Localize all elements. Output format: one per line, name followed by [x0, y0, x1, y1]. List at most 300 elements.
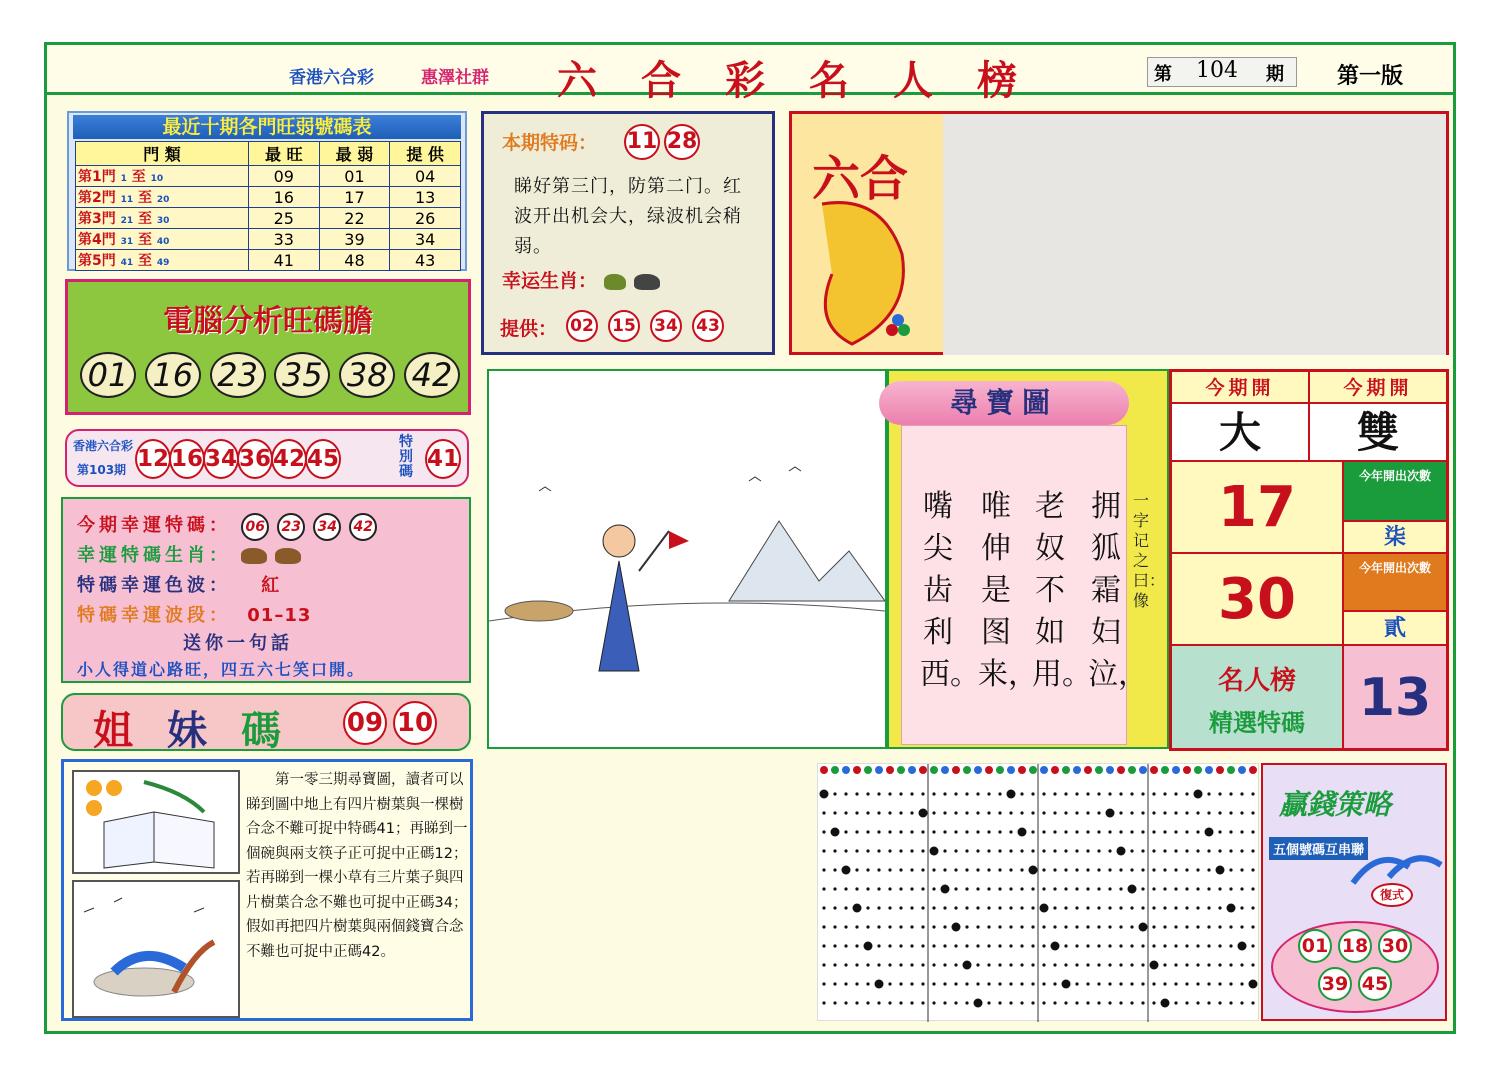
grid-dot: [1009, 982, 1012, 985]
grid-dot: [1229, 868, 1232, 871]
grid-dot: [855, 944, 858, 947]
grid-dot: [921, 849, 924, 852]
grid-dot: [1161, 999, 1170, 1008]
grid-dot: [1185, 906, 1188, 909]
grid-dot: [987, 1001, 990, 1004]
hot-cell: 09: [248, 166, 319, 187]
grid-dot: [1020, 963, 1023, 966]
page-title: 六合彩名人榜: [557, 57, 1061, 104]
grid-dot: [987, 849, 990, 852]
poem-side-note: 一字记之曰：像: [1133, 491, 1166, 610]
offer-cell: 13: [390, 187, 461, 208]
saying-title: 送你一句話: [183, 633, 293, 654]
grid-dot: [1130, 868, 1133, 871]
header-dot: [1007, 766, 1015, 774]
grid-dot: [1251, 944, 1254, 947]
grid-dot: [1108, 906, 1111, 909]
table-row: [76, 187, 461, 208]
grid-dot: [1064, 925, 1067, 928]
grid-dot: [877, 944, 880, 947]
grid-dot: [1119, 944, 1122, 947]
grid-dot: [1251, 830, 1254, 833]
grid-dot: [1075, 963, 1078, 966]
grid-dot: [1174, 887, 1177, 890]
grid-dot: [1174, 792, 1177, 795]
table-row: [76, 166, 461, 187]
issue-prefix: 第: [1154, 64, 1172, 85]
grid-dot: [844, 887, 847, 890]
grid-dot: [1086, 849, 1089, 852]
number-ball: 36: [237, 439, 273, 479]
grid-dot: [1108, 944, 1111, 947]
hot-cell: 33: [248, 229, 319, 250]
header-this-period-1: 今期開: [1171, 371, 1309, 403]
grid-dot: [1007, 790, 1016, 799]
grid-dot: [1141, 868, 1144, 871]
grid-dot: [1185, 944, 1188, 947]
snake-icon: [604, 274, 626, 290]
grid-dot: [1042, 1001, 1045, 1004]
grid-dot: [1108, 792, 1111, 795]
range-from: 31: [120, 237, 134, 247]
grid-dot: [844, 982, 847, 985]
grid-dot: [1064, 792, 1067, 795]
issue-number: 104: [1196, 58, 1238, 83]
grid-dot: [833, 925, 836, 928]
grid-dot: [1240, 963, 1243, 966]
sister-char-2: 妹: [167, 707, 241, 754]
header-dot: [1018, 766, 1026, 774]
header-dot: [1040, 766, 1048, 774]
grid-dot: [1086, 944, 1089, 947]
grid-dot: [888, 792, 891, 795]
grid-dot: [1152, 887, 1155, 890]
story-text: 第一零三期尋寶圖，讀者可以睇到圖中地上有四片樹葉與一棵樹合念不難可捉中特碼41；再睇到一個碗與兩支筷子正可捉中正碼12；若再睇到一棵小草有三片葉子與四片樹葉合念不難也可捉中正碼34；假如再把四片樹葉與兩個錢寶合念不難也可捉中正碼42。: [246, 772, 468, 960]
grid-dot: [919, 809, 928, 818]
strategy-numbers: [1285, 929, 1425, 1001]
grid-dot: [877, 1001, 880, 1004]
grid-dot: [1207, 887, 1210, 890]
grid-dot: [932, 906, 935, 909]
header-dot: [908, 766, 916, 774]
grid-dot: [888, 868, 891, 871]
grid-dot: [1152, 982, 1155, 985]
grid-dot: [1106, 809, 1115, 818]
grid-dot: [1042, 830, 1045, 833]
grid-dot: [921, 906, 924, 909]
grid-dot: [1108, 963, 1111, 966]
grid-dot: [844, 830, 847, 833]
count-label-2: 今年開出次數: [1343, 553, 1447, 611]
grid-dot: [998, 925, 1001, 928]
grid-dot: [875, 980, 884, 989]
grid-dot: [1240, 849, 1243, 852]
header-dot: [1238, 766, 1246, 774]
grid-dot: [1020, 792, 1023, 795]
grid-dot: [1174, 811, 1177, 814]
range-to-word: 至: [138, 232, 153, 248]
grid-dot: [965, 925, 968, 928]
rat-icon: [634, 274, 660, 290]
grid-dot: [1119, 792, 1122, 795]
grid-dot: [965, 906, 968, 909]
grid-dot: [965, 982, 968, 985]
grid-dot: [1009, 849, 1012, 852]
grid-dot: [1031, 792, 1034, 795]
grid-dot: [1020, 925, 1023, 928]
table-row: [76, 250, 461, 271]
even-count-number: 30: [1171, 553, 1343, 645]
grid-dot: [987, 944, 990, 947]
grid-dot: [1086, 906, 1089, 909]
gate-label: 第3門: [78, 211, 116, 227]
grid-dot: [1075, 925, 1078, 928]
grid-dot: [833, 944, 836, 947]
grid-dot: [1031, 811, 1034, 814]
grid-dot: [1196, 963, 1199, 966]
grid-dot: [1207, 944, 1210, 947]
grid-dot: [1152, 868, 1155, 871]
grid-dot: [1240, 792, 1243, 795]
grid-dot: [899, 792, 902, 795]
grid-dot: [842, 866, 851, 875]
grid-dot: [1119, 887, 1122, 890]
grid-dot: [1152, 944, 1155, 947]
grid-dot: [899, 868, 902, 871]
grid-dot: [1053, 887, 1056, 890]
grid-dot: [1020, 887, 1023, 890]
grid-dot: [1064, 887, 1067, 890]
grid-dot: [921, 982, 924, 985]
grid-dot: [1064, 906, 1067, 909]
range-to: 40: [156, 237, 170, 247]
grid-dot: [899, 982, 902, 985]
grid-dot: [866, 982, 869, 985]
grid-dot: [910, 982, 913, 985]
luck-color-value: 紅: [261, 575, 284, 596]
grid-dot: [1185, 868, 1188, 871]
grid-dot: [899, 925, 902, 928]
header-dot: [1073, 766, 1081, 774]
number-ball: 42: [349, 513, 377, 541]
grid-dot: [1117, 847, 1126, 856]
grid-dot: [1075, 811, 1078, 814]
number-ball: 30: [1378, 929, 1412, 963]
previous-hk: 香港六合彩: [73, 439, 134, 453]
grid-dot: [1194, 790, 1203, 799]
header-dot: [1150, 766, 1158, 774]
grid-dot: [1020, 906, 1023, 909]
grid-dot: [822, 830, 825, 833]
grid-dot: [1009, 906, 1012, 909]
page-frame: [44, 42, 1456, 1034]
grid-dot: [1196, 887, 1199, 890]
hot-cell: 41: [248, 250, 319, 271]
grid-dot: [1207, 811, 1210, 814]
grid-dot: [1119, 868, 1122, 871]
header-dot: [831, 766, 839, 774]
tema-panel: [481, 111, 775, 355]
grid-dot: [1163, 982, 1166, 985]
grid-dot: [1229, 830, 1232, 833]
grid-dot: [1141, 944, 1144, 947]
luck-color-row: [77, 571, 283, 597]
grid-dot: [1075, 944, 1078, 947]
grid-dot: [1031, 887, 1034, 890]
grid-dot: [866, 906, 869, 909]
grid-dot: [1152, 811, 1155, 814]
grid-dot: [965, 792, 968, 795]
grid-dot: [853, 904, 862, 913]
number-ball: 23: [210, 352, 266, 398]
grid-dot: [1163, 868, 1166, 871]
grid-dot: [910, 830, 913, 833]
grid-dot: [987, 792, 990, 795]
grid-dot: [1174, 982, 1177, 985]
grid-dot: [1174, 963, 1177, 966]
grid-dot: [1141, 811, 1144, 814]
grid-dot: [965, 830, 968, 833]
grid-dot: [1152, 792, 1155, 795]
grid-dot: [1119, 963, 1122, 966]
count-value-1: 柒: [1343, 521, 1447, 553]
grid-dot: [1251, 849, 1254, 852]
grid-dot: [1108, 982, 1111, 985]
grid-dot: [1141, 982, 1144, 985]
grid-dot: [1174, 1001, 1177, 1004]
grid-dot: [1108, 1001, 1111, 1004]
number-ball: 18: [1338, 929, 1372, 963]
grid-dot: [1152, 830, 1155, 833]
grid-dot: [1251, 811, 1254, 814]
grid-dot: [1097, 906, 1100, 909]
grid-dot: [1229, 925, 1232, 928]
header-this-period-2: 今期開: [1309, 371, 1447, 403]
grid-dot: [998, 887, 1001, 890]
grid-dot: [921, 887, 924, 890]
grid-dot: [1229, 849, 1232, 852]
count-value-2: 貳: [1343, 611, 1447, 645]
number-ball: 01: [80, 352, 136, 398]
header-dot: [985, 766, 993, 774]
grid-dot: [1251, 925, 1254, 928]
computer-title: 電腦分析旺碼膽: [163, 304, 373, 339]
grid-dot: [1086, 811, 1089, 814]
grid-dot: [1042, 925, 1045, 928]
treasure-title: 尋寶圖: [879, 381, 1129, 425]
grid-dot: [833, 868, 836, 871]
grid-dot: [1097, 963, 1100, 966]
issue-suffix: 期: [1266, 64, 1284, 85]
grid-dot: [1053, 792, 1056, 795]
lottery-logo: [789, 111, 947, 355]
range-to: 10: [150, 174, 164, 184]
ten-table-grid: [75, 141, 461, 271]
grid-dot: [1086, 830, 1089, 833]
header-dot: [853, 766, 861, 774]
grid-dot: [1075, 982, 1078, 985]
grid-dot: [1163, 963, 1166, 966]
grid-dot: [921, 792, 924, 795]
grid-dot: [864, 942, 873, 951]
grid-dot: [888, 963, 891, 966]
grid-dot: [899, 963, 902, 966]
grid-dot: [976, 906, 979, 909]
grid-dot: [910, 963, 913, 966]
grid-dot: [954, 982, 957, 985]
grid-dot: [1152, 849, 1155, 852]
grid-dot: [965, 944, 968, 947]
big-small-value: 大: [1171, 403, 1309, 461]
grid-dot: [932, 1001, 935, 1004]
grid-dot: [987, 982, 990, 985]
grid-dot: [943, 906, 946, 909]
grid-dot: [833, 811, 836, 814]
grid-dot: [1031, 849, 1034, 852]
range-from: 21: [120, 216, 134, 226]
grid-dot: [866, 811, 869, 814]
grid-dot: [998, 868, 1001, 871]
cold-cell: 48: [319, 250, 390, 271]
grid-dot: [1053, 811, 1056, 814]
strategy-subtitle: 五個號碼互串聯: [1269, 837, 1368, 860]
computer-analysis-panel: [65, 279, 471, 415]
grid-dot: [1207, 849, 1210, 852]
grid-dot: [1020, 811, 1023, 814]
grid-dot: [1075, 868, 1078, 871]
sister-char-1: 姐: [93, 707, 167, 754]
grid-dot: [833, 1001, 836, 1004]
luck-special-label: 今期幸運特碼：: [77, 515, 231, 536]
grid-dot: [921, 963, 924, 966]
grid-dot: [1119, 982, 1122, 985]
grid-dot: [954, 887, 957, 890]
grid-dot: [1141, 963, 1144, 966]
grid-dot: [1240, 906, 1243, 909]
ten-table-title: 最近十期各門旺弱號碼表: [73, 115, 461, 139]
grid-dot: [1097, 868, 1100, 871]
grid-dot: [954, 906, 957, 909]
grid-dot: [1064, 868, 1067, 871]
grid-dot: [976, 868, 979, 871]
grid-dot: [1196, 830, 1199, 833]
grid-dot: [1229, 963, 1232, 966]
grid-dot: [976, 887, 979, 890]
range-to-word: 至: [138, 211, 153, 227]
header-dot: [941, 766, 949, 774]
grid-dot: [1196, 811, 1199, 814]
grid-dot: [976, 944, 979, 947]
grid-dot: [1205, 828, 1214, 837]
number-ball: 12: [135, 439, 171, 479]
grid-dot: [877, 830, 880, 833]
strategy-title: 贏錢策略: [1279, 788, 1392, 821]
header-dot: [1161, 766, 1169, 774]
grid-dot: [932, 925, 935, 928]
grid-dot: [1130, 906, 1133, 909]
grid-dot: [888, 849, 891, 852]
grid-dot: [943, 849, 946, 852]
grid-dot: [1075, 1001, 1078, 1004]
grid-dot: [1163, 944, 1166, 947]
grid-dot: [987, 925, 990, 928]
grid-dot: [822, 849, 825, 852]
grid-dot: [899, 811, 902, 814]
grid-dot: [976, 963, 979, 966]
grid-dot: [877, 963, 880, 966]
grid-dot: [855, 1001, 858, 1004]
grid-dot: [932, 982, 935, 985]
grid-dot: [1174, 868, 1177, 871]
computer-numbers: [80, 352, 460, 398]
grid-dot: [1163, 811, 1166, 814]
grid-dot: [833, 792, 836, 795]
grid-dot: [1207, 982, 1210, 985]
luck-range-label: 特碼幸運波段：: [77, 605, 231, 626]
grid-dot: [954, 868, 957, 871]
grid-dot: [1163, 887, 1166, 890]
number-ball: 28: [664, 124, 700, 160]
grid-dot: [954, 944, 957, 947]
previous-issue: 第103期: [77, 463, 127, 477]
grid-dot: [1119, 906, 1122, 909]
grid-dot: [1128, 885, 1137, 894]
grid-dot: [1196, 906, 1199, 909]
grid-dot: [1229, 1001, 1232, 1004]
offer-cell: 04: [390, 166, 461, 187]
grid-dot: [844, 792, 847, 795]
grid-dot: [833, 906, 836, 909]
grid-dot: [987, 830, 990, 833]
grid-dot: [1086, 982, 1089, 985]
grid-dot: [1075, 849, 1078, 852]
grid-dot: [1086, 925, 1089, 928]
grid-dot: [1031, 1001, 1034, 1004]
grid-dot: [855, 830, 858, 833]
grid-dot: [921, 868, 924, 871]
grid-dot: [1075, 906, 1078, 909]
grid-dot: [1141, 1001, 1144, 1004]
header-dot: [1249, 766, 1257, 774]
grid-dot: [1207, 963, 1210, 966]
grid-dot: [1196, 868, 1199, 871]
grid-dot: [1218, 944, 1221, 947]
grid-dot: [1240, 925, 1243, 928]
grid-dot: [1174, 944, 1177, 947]
grid-dot: [1185, 849, 1188, 852]
story-panel: [61, 759, 473, 1021]
grid-dot: [1240, 868, 1243, 871]
sister-numbers: [343, 701, 437, 745]
number-ball: 09: [343, 701, 387, 745]
grid-dot: [1064, 944, 1067, 947]
blank-panel: [943, 111, 1449, 355]
luck-zodiac-label: 幸運特碼生肖：: [77, 545, 231, 566]
grid-dot: [866, 887, 869, 890]
tema-lucky-label: 幸运生肖：: [502, 270, 598, 292]
number-ball: 43: [692, 310, 724, 342]
grid-dot: [987, 811, 990, 814]
cold-cell: 01: [319, 166, 390, 187]
tema-label: 本期特码：: [502, 132, 598, 154]
header-dot: [1194, 766, 1202, 774]
grid-dot: [1009, 944, 1012, 947]
grid-dot: [1163, 830, 1166, 833]
grid-dot: [866, 868, 869, 871]
grid-dot: [954, 830, 957, 833]
grid-dot: [932, 963, 935, 966]
sister-title: [93, 699, 315, 756]
